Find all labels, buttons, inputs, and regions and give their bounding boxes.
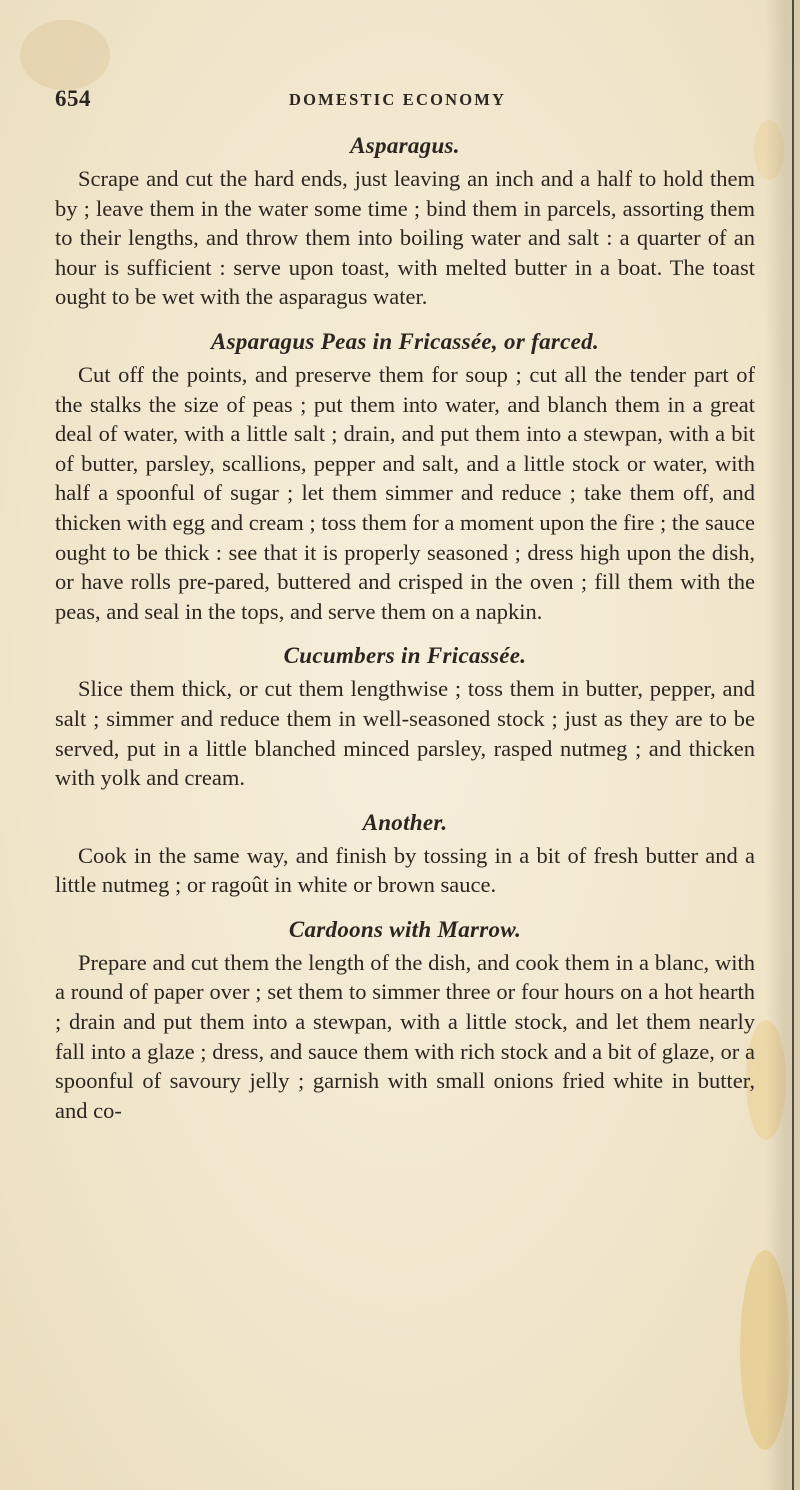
- recipe-content: [55, 128, 755, 1125]
- page-header: [55, 86, 755, 116]
- recipe-section: [55, 128, 755, 312]
- recipe-text: Slice them thick, or cut them lengthwise ; toss them in butter, pepper, and salt ; simmer and reduce them in well-seasoned stock ; just as they are to be served, put in a little blanched minced parsley, rasped nutmeg ; and thicken with yolk and cream.: [55, 676, 755, 791]
- recipe-title: Cucumbers in Fricassée.: [283, 643, 527, 669]
- paper-stain: [20, 20, 110, 90]
- page-number: 654: [55, 86, 91, 111]
- recipe-title: Asparagus.: [350, 133, 460, 158]
- recipe-text: Cut off the points, and preserve them for soup ; cut all the tender part of the stalks the size of peas ; put them into water, and blanch them in a great deal of water, with a little salt ; drain, and put them into a stewpan, with a bit of butter, parsley, scallions, pepper and salt, and a little stock or water, with half a spoonful of sugar ; let them simmer and reduce ; take them off, and thicken with egg and cream ; toss them for a moment upon the fire ; the sauce ought to be thick : see that it is properly seasoned ; dress high upon the dish, or have rolls pre-pared, buttered and crisped in the oven ; fill them with the peas, and seal in the tops, and serve them on a napkin.: [55, 361, 755, 624]
- page-edge-line: [792, 0, 794, 1490]
- recipe-title: Asparagus Peas in Fricassée, or farced.: [210, 328, 599, 354]
- running-head: DOMESTIC ECONOMY: [289, 90, 507, 109]
- recipe-text: Scrape and cut the hard ends, just leaving an inch and a half to hold them by ; leave them in the water some time ; bind them in parcels, assorting them to their lengths, and throw them into boiling water and salt : a quarter of an hour is sufficient : serve upon toast, with melted butter in a boat. The toast ought to be wet with the asparagus water.: [55, 166, 755, 310]
- recipe-title: Another.: [362, 809, 448, 835]
- recipe-title: Cardoons with Marrow.: [288, 916, 522, 942]
- recipe-section: [55, 912, 755, 1126]
- recipe-section: [55, 324, 755, 626]
- recipe-section: [55, 805, 755, 900]
- page-edge-shadow: [766, 0, 800, 1490]
- recipe-text: Prepare and cut them the length of the dish, and cook them in a blanc, with a round of paper over ; set them to simmer three or four hours on a hot hearth ; drain and put them into a stewpan, with a little stock, and let them nearly fall into a glaze ; dress, and sauce them with rich stock and a bit of glaze, or a spoonful of savoury jelly ; garnish with small onions fried white in butter, and co-: [55, 949, 755, 1123]
- recipe-section: [55, 638, 755, 792]
- recipe-text: Cook in the same way, and finish by tossing in a bit of fresh butter and a little nutmeg ; or ragoût in white or brown sauce.: [55, 842, 755, 898]
